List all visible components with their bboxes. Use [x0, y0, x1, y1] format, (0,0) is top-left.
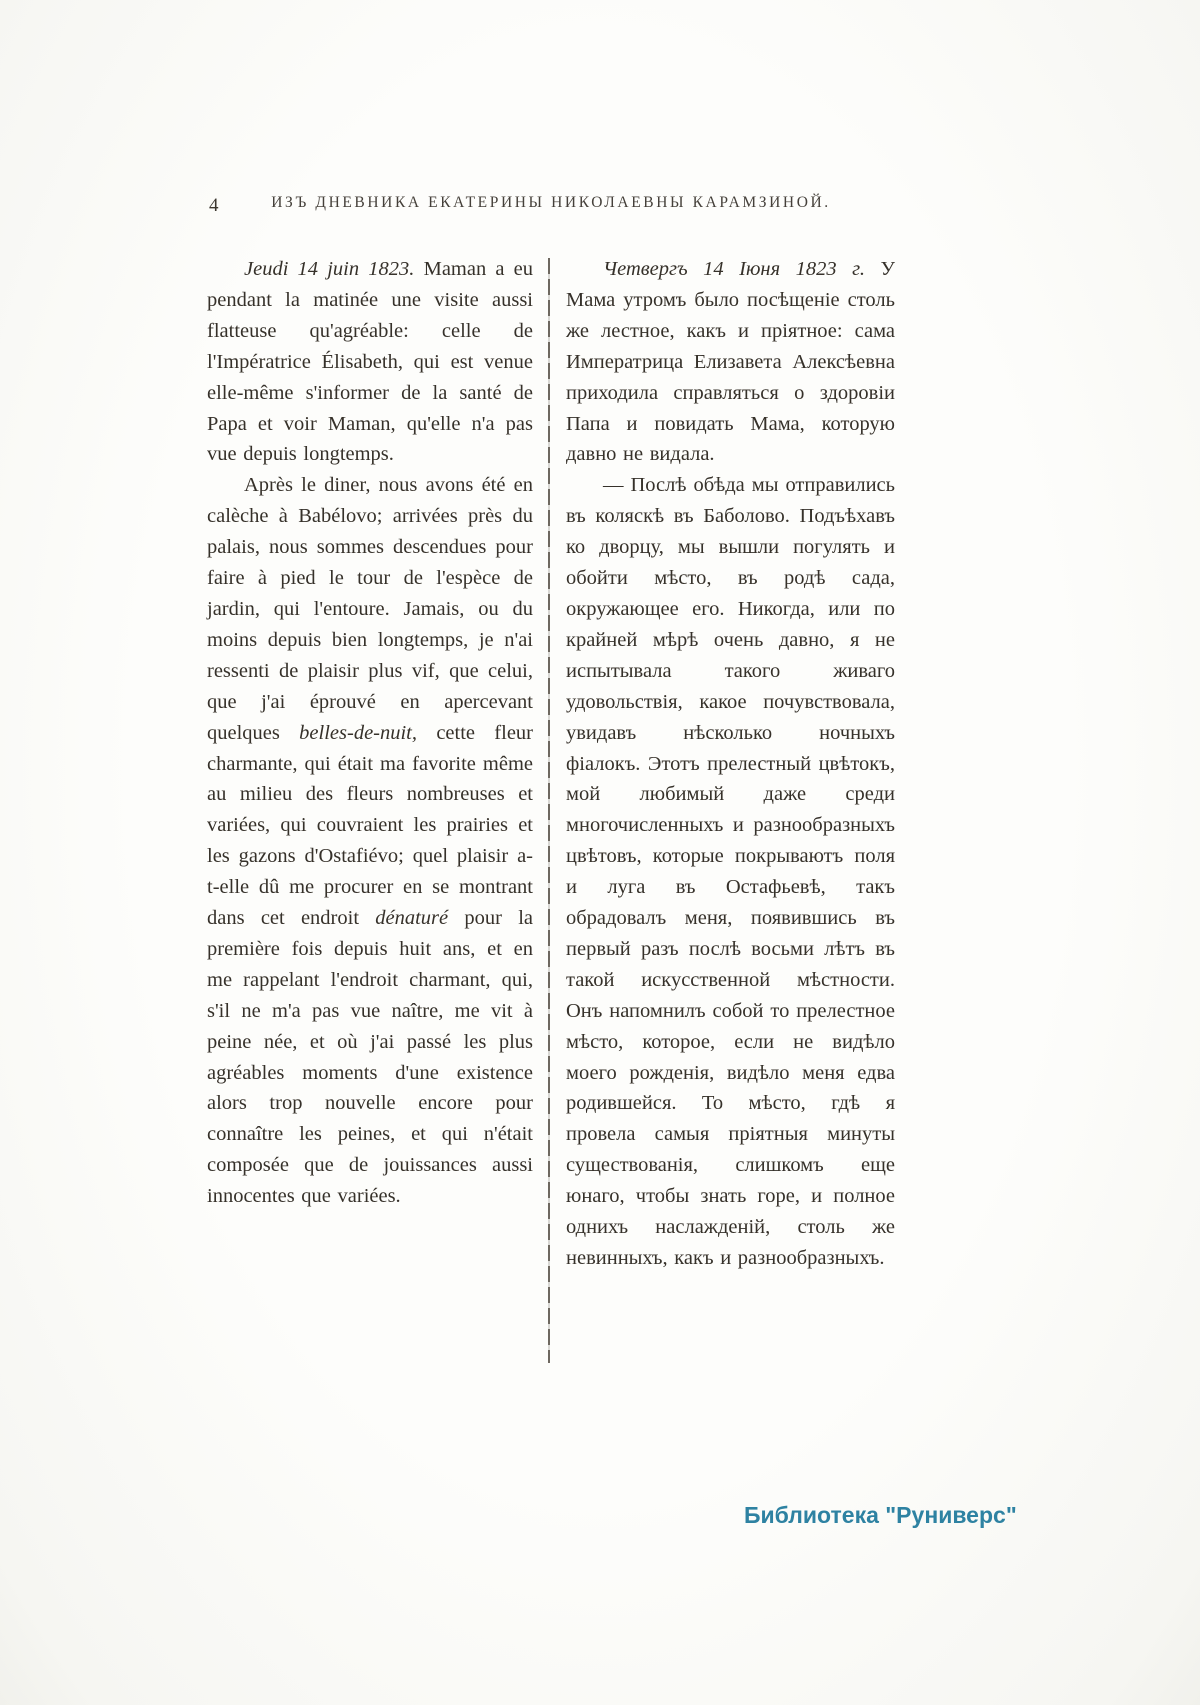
- column-right: [566, 254, 895, 1274]
- paragraph: [207, 470, 533, 1212]
- text-run: pour la première fois depuis huit ans, et en me rappelant l'endroit charmant, qui, s'il ne m'a pas vue naître, me vit à peine née, et où j'ai passé les plus agréables moments d'une existence alors trop nouvelle encore pour connaître les peines, et qui n'était composée que de jouissances aussi innocentes que variées.: [207, 907, 533, 1208]
- page-content: [207, 194, 895, 1274]
- text-run: cette fleur charmante, qui était ma favorite même au milieu des fleurs nombreuses et variées, qui couvraient les prairies et les gazons d'Ostafiévo; quel plaisir a-t-elle dû me procurer en se montrant dans cet endroit: [207, 721, 533, 930]
- paragraph: [566, 254, 895, 470]
- italic-text-run: Четвергъ 14 Іюня 1823 г.: [603, 258, 865, 280]
- text-run: — Послѣ обѣда мы отправились въ коляскѣ въ Баболово. Подъѣхавъ ко дворцу, мы вышли погулять и обойти мѣсто, въ родѣ сада, окружающее его. Никогда, или по крайней мѣрѣ очень давно, я не испытывала такого живаго удовольствія, какое почувствовала, увидавъ нѣсколько ночныхъ фіалокъ. Этотъ прелестный цвѣтокъ, мой любимый даже среди многочисленныхъ и разнообразныхъ цвѣтовъ, которые покрываютъ поля и луга въ Остафьевѣ, такъ обрадовалъ меня, появившись въ первый разъ послѣ восьми лѣтъ въ такой искусственной мѣстности. Онъ напомнилъ собой то прелестное мѣсто, которое, если не видѣло моего рожденія, видѣло меня едва родившейся. То мѣсто, гдѣ я провела самыя пріятныя минуты существованія, слишкомъ еще юнаго, чтобы знать горе, и полное однихъ наслажденій, столь же невинныхъ, какъ и разнообразныхъ.: [566, 474, 895, 1269]
- text-run: Maman a eu pendant la matinée une visite aussi flatteuse qu'agréable: celle de l'Impératrice Élisabeth, qui est venue elle-même s'informer de la santé de Papa et voir Maman, qu'elle n'a pas vue depuis longtemps.: [207, 258, 533, 466]
- text-columns: [207, 254, 895, 1274]
- column-divider: [548, 258, 550, 1363]
- italic-text-run: Jeudi 14 juin 1823.: [244, 258, 415, 280]
- italic-text-run: dénaturé: [375, 907, 449, 930]
- column-left: [207, 254, 533, 1274]
- paragraph: [207, 254, 533, 470]
- page-number: 4: [209, 195, 219, 216]
- library-watermark: Библиотека "Руниверс": [744, 1502, 1017, 1528]
- text-run: Après le diner, nous avons été en calèche à Babélovo; arrivées près du palais, nous sommes descendues pour faire à pied le tour de l'espèce de jardin, qui l'entoure. Jamais, ou du moins depuis bien longtemps, je n'ai ressenti de plaisir plus vif, que celui, que j'ai éprouvé en apercevant quelques: [207, 474, 533, 744]
- running-header: ИЗЪ ДНЕВНИКА ЕКАТЕРИНЫ НИКОЛАЕВНЫ КАРАМЗИНОЙ.: [271, 194, 831, 211]
- page-header: [207, 194, 895, 220]
- italic-text-run: belles-de-nuit,: [299, 721, 418, 744]
- paragraph: [566, 470, 895, 1274]
- text-run: У Мама утромъ было посѣщеніе столь же лестное, какъ и пріятное: сама Императрица Елизавета Алексѣевна приходила справляться о здоровіи Папа и повидать Мама, которую давно не видала.: [566, 258, 895, 466]
